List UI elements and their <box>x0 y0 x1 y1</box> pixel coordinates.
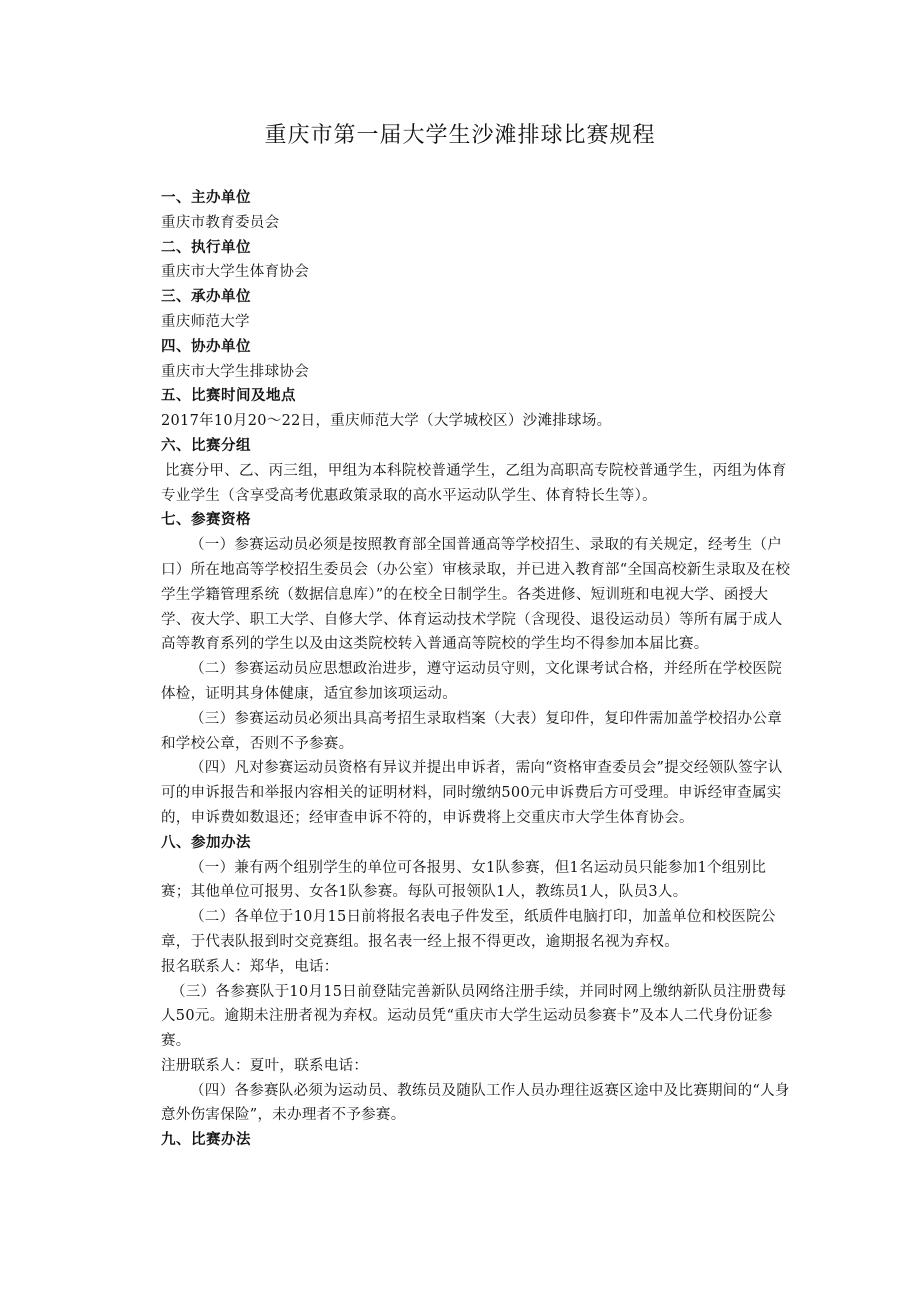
section-heading-groups: 六、比赛分组 <box>161 437 251 454</box>
participation-paragraph-2: （二）各单位于10月15日前将报名表电子件发至，纸质件电脑打印，加盖单位和校医院公章，于代表队报到时交竞赛组。报名表一经上报不得更改，逾期报名视为弃权。 <box>161 909 776 950</box>
eligibility-paragraph-4: （四）凡对参赛运动员资格有异议并提出申诉者，需向“资格审查委员会”提交经领队签字认可的申诉报告和举报内容相关的证明材料，同时缴纳500元申诉费后方可受理。申诉经审查属实的，申诉费如数退还；经审查申诉不符的，申诉费将上交重庆市大学生体育协会。 <box>161 760 783 826</box>
participation-paragraph-3: （三）各参赛队于10月15日前登陆完善新队员网络注册手续，并同时网上缴纳新队员注册费每人50元。逾期未注册者视为弃权。运动员凭“重庆市大学生运动员参赛卡”及本人二代身份证参赛。 <box>161 983 787 1050</box>
eligibility-paragraph-3: （三）参赛运动员必须出具高考招生录取档案（大表）复印件，复印件需加盖学校招办公章和学校公章，否则不予参赛。 <box>161 710 782 752</box>
section-text-organizer: 重庆师范大学 <box>161 313 250 330</box>
eligibility-paragraph-2: （二）参赛运动员应思想政治进步，遵守运动员守则，文化课考试合格，并经所在学校医院体检，证明其身体健康，适宜参加该项运动。 <box>161 661 782 702</box>
registration-contact: 报名联系人：郑华，电话： <box>161 958 339 975</box>
section-heading-organizer: 三、承办单位 <box>161 289 251 306</box>
section-text-groups: 比赛分甲、乙、丙三组，甲组为本科院校普通学生，乙组为高职高专院校普通学生，丙组为体育专业学生（含享受高考优惠政策录取的高水平运动队学生、体育特长生等）。 <box>161 462 787 504</box>
section-text-co-organizer: 重庆市大学生排球协会 <box>161 363 309 380</box>
enrollment-contact: 注册联系人：夏叶，联系电话： <box>161 1057 369 1074</box>
section-heading-executor: 二、执行单位 <box>161 239 251 256</box>
section-text-executor: 重庆市大学生体育协会 <box>161 264 309 281</box>
section-heading-competition-method: 九、比赛办法 <box>161 1132 251 1149</box>
section-heading-eligibility: 七、参赛资格 <box>161 512 251 529</box>
document-body <box>161 186 791 1153</box>
participation-paragraph-4: （四）各参赛队必须为运动员、教练员及随队工作人员办理往返赛区途中及比赛期间的“人身意外伤害保险”，未办理者不予参赛。 <box>161 1082 790 1124</box>
section-text-host: 重庆市教育委员会 <box>161 214 280 231</box>
participation-paragraph-1: （一）兼有两个组别学生的单位可各报男、女1队参赛，但1名运动员只能参加1个组别比赛；其他单位可报男、女各1队参赛。每队可报领队1人，教练员1人，队员3人。 <box>161 859 767 901</box>
section-text-time-place: 2017年10月20～22日，重庆师范大学（大学城校区）沙滩排球场。 <box>161 413 612 430</box>
section-heading-participation: 八、参加办法 <box>161 834 251 851</box>
section-heading-co-organizer: 四、协办单位 <box>161 338 251 355</box>
section-heading-host: 一、主办单位 <box>161 190 251 206</box>
document-title: 重庆市第一届大学生沙滩排球比赛规程 <box>264 123 656 148</box>
eligibility-paragraph-1: （一）参赛运动员必须是按照教育部全国普通高等学校招生、录取的有关规定，经考生（户口）所在地高等学校招生委员会（办公室）审核录取，并已进入教育部“全国高校新生录取及在校学生学籍管理系统（数据信息库）”的在校全日制学生。各类进修、短训班和电视大学、函授大学、夜大学、职工大学、自修大学、体育运动技术学院（含现役、退役运动员）等所有属于成人高等教育系列的学生以及由这类院校转入普通高等院校的学生均不得参加本届比赛。 <box>161 537 791 653</box>
section-heading-time-place: 五、比赛时间及地点 <box>161 388 296 405</box>
